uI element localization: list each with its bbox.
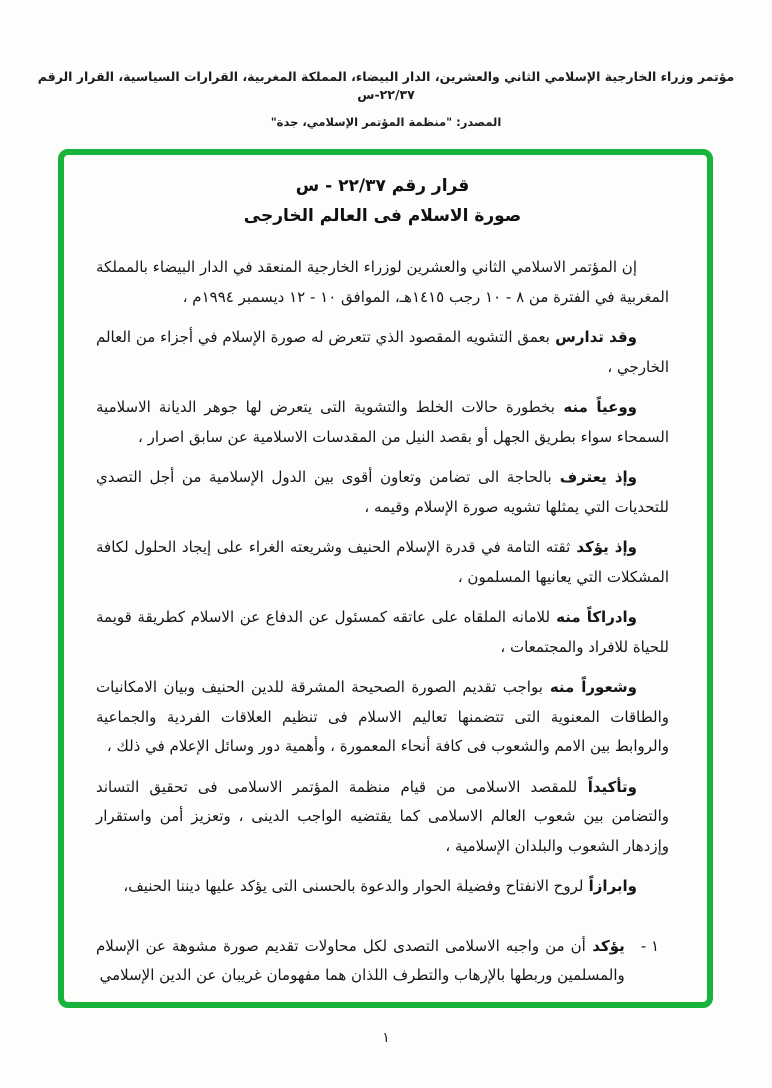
document-header <box>20 68 752 130</box>
paragraph-text: للامانه الملقاه على عاتقه كمسئول عن الدفاع عن الاسلام كطريقة قويمة للحياة للافراد والمجتمعات ، <box>96 608 669 656</box>
item-body: أن من واجبه الاسلامى التصدى لكل محاولات تقديم صورة مشوهة عن الإسلام والمسلمين وربطها بالإرهاب والتطرف اللذان هما مفهومان غريبان عن الدين الإسلامي <box>96 936 625 984</box>
paragraph-lead: وقد تدارس <box>549 328 637 346</box>
header-source-line: المصدر: "منظمة المؤتمر الإسلامي، جدة" <box>270 115 502 129</box>
paragraph-text: للمقصد الاسلامى من قيام منظمة المؤتمر الاسلامى فى تحقيق التساند والتضامن بين شعوب العالم الاسلامى كما يقتضيه الواجب الدينى ، وتعزيز أمن واستقرار وإزدهار الشعوب والبلدان الإسلامية ، <box>96 777 669 855</box>
paragraph <box>96 603 669 662</box>
paragraph-lead: وإذ يؤكد <box>570 538 637 556</box>
paragraph <box>96 773 669 862</box>
paragraph-lead: وتأكيداً <box>577 777 637 796</box>
green-highlight-frame <box>58 149 713 1008</box>
item-marker: ١ - <box>640 936 659 955</box>
paragraph-lead: وادراكاً منه <box>550 608 637 626</box>
paragraph <box>96 463 669 522</box>
paragraph-text: ثقته التامة في قدرة الإسلام الحنيف وشريعته الغراء على إيجاد الحلول لكافة المشكلات التي يعانيها المسلمون ، <box>96 538 669 586</box>
paragraph <box>96 673 669 762</box>
paragraph-list <box>96 253 669 902</box>
paragraph <box>96 872 669 902</box>
page-number: ١ <box>382 1030 390 1046</box>
numbered-item-list <box>96 932 669 991</box>
paragraph-text: بخطورة حالات الخلط والتشوية التى يتعرض لها جوهر الديانة الاسلامية السمحاء سواء بطريق الجهل أو بقصد النيل من المقدسات الاسلامية عن سابق اصرار ، <box>96 398 669 446</box>
item-text <box>96 932 625 991</box>
resolution-body <box>64 155 707 991</box>
resolution-number: قرار رقم ٢٢/٣٧ - س <box>295 176 470 196</box>
resolution-subject: صورة الاسلام فى العالم الخارجى <box>243 206 522 226</box>
item-lead: يؤكد <box>585 936 625 955</box>
paragraph-lead: وإذ يعترف <box>551 468 637 486</box>
paragraph <box>96 323 669 382</box>
paragraph <box>96 533 669 592</box>
numbered-item <box>96 932 669 991</box>
paragraph-text: بواجب تقديم الصورة الصحيحة المشرقة للدين الحنيف وبيان الامكانيات والطاقات المعنوية التى تتضمنها تعاليم الاسلام فى تنظيم العلاقات الفردية والجماعية والروابط بين الامم والشعوب فى كافة أنحاء المعمورة ، وأهمية دور وسائل الإعلام في ذلك ، <box>96 678 669 755</box>
header-citation-line: مؤتمر وزراء الخارجية الإسلامي الثاني والعشرين، الدار البيضاء، المملكة المغربية، القرارات السياسية، القرار الرقم ٢٢/٣٧-س <box>37 69 735 102</box>
paragraph <box>96 253 669 312</box>
paragraph-text: لروح الانفتاح وفضيلة الحوار والدعوة بالحسنى التى يؤكد عليها ديننا الحنيف، <box>123 877 584 895</box>
paragraph-text: بالحاجة الى تضامن وتعاون أقوى بين الدول الإسلامية من أجل التصدي للتحديات التي يمثلها تشويه صورة الإسلام وقيمه ، <box>96 468 669 516</box>
paragraph-text: بعمق التشويه المقصود الذي تتعرض له صورة الإسلام في أجزاء من العالم الخارجي ، <box>96 328 669 376</box>
paragraph-text: إن المؤتمر الاسلامي الثاني والعشرين لوزراء الخارجية المنعقد في الدار البيضاء بالمملكة المغربية في الفترة من ٨ - ١٠ رجب ١٤١٥هـ، الموافق ١٠ - ١٢ ديسمبر ١٩٩٤م ، <box>96 258 669 306</box>
resolution-title <box>96 171 669 231</box>
paragraph-lead: وشعوراً منه <box>542 678 637 696</box>
paragraph <box>96 393 669 452</box>
paragraph-lead: وابرازاً <box>583 877 637 895</box>
paragraph-lead: ووعياً منه <box>554 398 637 416</box>
